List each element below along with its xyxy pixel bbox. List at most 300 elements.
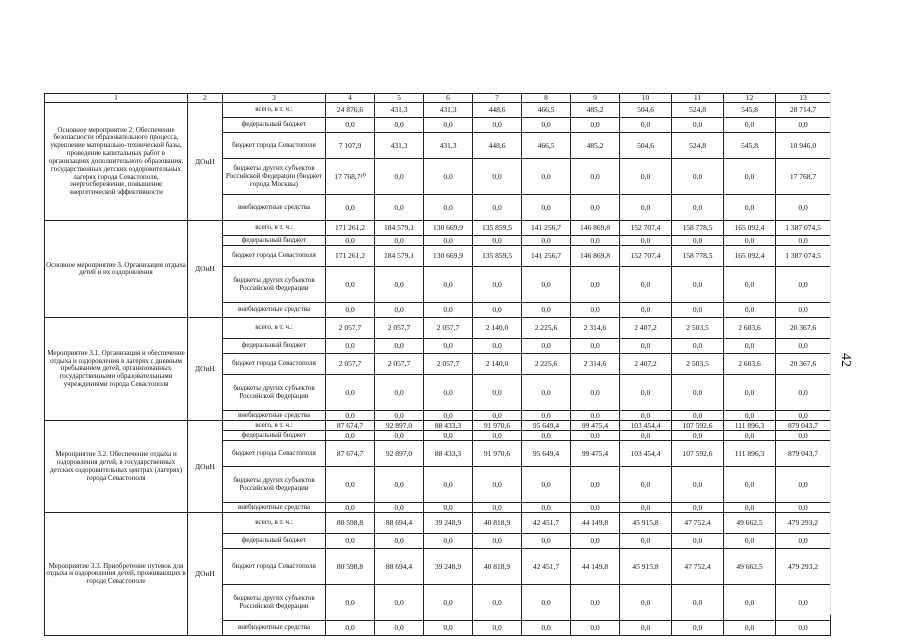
value-cell: 0,0 <box>522 159 571 195</box>
value-cell: 0,0 <box>776 431 831 441</box>
value-cell: 0,0 <box>424 118 473 133</box>
value-cell: 0,0 <box>473 195 522 221</box>
value-cell: 87 674,7 <box>326 421 375 431</box>
value-cell: 0,0 <box>724 339 776 354</box>
value-cell: 49 662,5 <box>724 549 776 585</box>
value-cell: 0,0 <box>522 534 571 549</box>
value-cell: 107 592,6 <box>672 421 724 431</box>
value-cell: 0,0 <box>672 411 724 421</box>
value-cell: 146 869,8 <box>571 221 620 236</box>
value-cell: 0,0 <box>620 467 672 503</box>
value-cell: 0,0 <box>672 195 724 221</box>
funding-source: федеральный бюджет <box>223 431 326 441</box>
value-cell: 158 778,5 <box>672 221 724 236</box>
value-cell: 0,0 <box>326 195 375 221</box>
funding-source: бюджеты других субъектов Российской Федерации <box>223 375 326 411</box>
value-cell: 0,0 <box>571 159 620 195</box>
value-cell: 0,0 <box>424 339 473 354</box>
value-cell: 0,0 <box>424 585 473 621</box>
value-cell: 2 057,7 <box>375 354 424 375</box>
value-cell: 20 367,6 <box>776 354 831 375</box>
table-row <box>45 513 831 534</box>
value-cell: 0,0 <box>473 267 522 303</box>
table-row <box>45 221 831 236</box>
value-cell: 431,3 <box>424 103 473 118</box>
value-cell: 466,5 <box>522 133 571 159</box>
value-cell: 485,2 <box>571 103 620 118</box>
value-cell: 2 140,0 <box>473 354 522 375</box>
funding-source: бюджеты других субъектов Российской Федерации <box>223 267 326 303</box>
funding-source: бюджет города Севастополя <box>223 441 326 467</box>
value-cell: 0,0 <box>672 621 724 636</box>
value-cell: 0,0 <box>522 195 571 221</box>
value-cell: 88 694,4 <box>375 549 424 585</box>
value-cell: 95 649,4 <box>522 441 571 467</box>
value-cell: 0,0 <box>571 303 620 318</box>
value-cell: 44 149,8 <box>571 549 620 585</box>
value-cell: 0,0 <box>424 375 473 411</box>
value-cell: 2 603,6 <box>724 318 776 339</box>
value-cell: 45 915,8 <box>620 549 672 585</box>
value-cell: 0,0 <box>424 503 473 513</box>
value-cell: 0,0 <box>724 467 776 503</box>
value-cell: 0,0 <box>776 534 831 549</box>
value-cell: 0,0 <box>326 267 375 303</box>
header-row <box>45 94 831 103</box>
value-cell: 2 057,7 <box>424 354 473 375</box>
funding-source: внебюджетные средства <box>223 503 326 513</box>
value-cell: 0,0 <box>672 303 724 318</box>
value-cell: 0,0 <box>473 585 522 621</box>
value-cell: 0,0 <box>724 585 776 621</box>
value-cell: 146 869,8 <box>571 246 620 267</box>
value-cell: 10 946,0 <box>776 133 831 159</box>
value-cell: 2 057,7 <box>375 318 424 339</box>
measure-description: Мероприятие 3.2. Обеспечение отдыха и оздоровления детей, в государственных детских оздоровительных центрах (лагерях) города Севастополя <box>45 421 188 513</box>
value-cell: 0,0 <box>424 267 473 303</box>
value-cell: 2 140,0 <box>473 318 522 339</box>
value-cell: 20 367,6 <box>776 318 831 339</box>
value-cell: 0,0 <box>424 621 473 636</box>
value-cell: 0,0 <box>776 585 831 621</box>
value-cell: 0,0 <box>375 534 424 549</box>
value-cell: 88 433,3 <box>424 421 473 431</box>
value-cell: 466,5 <box>522 103 571 118</box>
value-cell: 0,0 <box>522 236 571 246</box>
value-cell: 0,0 <box>724 503 776 513</box>
value-cell: 92 897,0 <box>375 421 424 431</box>
value-cell: 0,0 <box>724 375 776 411</box>
value-cell: 2 314,6 <box>571 318 620 339</box>
value-cell: 0,0 <box>326 236 375 246</box>
value-cell: 0,0 <box>620 621 672 636</box>
value-cell: 88 433,3 <box>424 441 473 467</box>
value-cell: 17 768,7 <box>776 159 831 195</box>
value-cell: 141 256,7 <box>522 246 571 267</box>
value-cell: 0,0 <box>776 503 831 513</box>
value-cell: 0,0 <box>724 195 776 221</box>
value-cell: 17 768,7¹⁰ <box>326 159 375 195</box>
funding-source: бюджеты других субъектов Российской Федерации (бюджет города Москвы) <box>223 159 326 195</box>
value-cell: 107 592,6 <box>672 441 724 467</box>
value-cell: 431,3 <box>375 133 424 159</box>
value-cell: 2 407,2 <box>620 318 672 339</box>
value-cell: 0,0 <box>375 267 424 303</box>
funding-source: бюджеты других субъектов Российской Федерации <box>223 585 326 621</box>
executor-cell: ДОиН <box>188 421 223 513</box>
column-header-2: 2 <box>188 94 223 103</box>
value-cell: 2 503,5 <box>672 354 724 375</box>
value-cell: 0,0 <box>571 267 620 303</box>
value-cell: 0,0 <box>672 236 724 246</box>
funding-source: всего, в т. ч.: <box>223 103 326 118</box>
value-cell: 95 649,4 <box>522 421 571 431</box>
executor-cell: ДОиН <box>188 318 223 421</box>
value-cell: 0,0 <box>571 431 620 441</box>
value-cell: 0,0 <box>724 267 776 303</box>
column-header-4: 4 <box>326 94 375 103</box>
value-cell: 0,0 <box>620 411 672 421</box>
value-cell: 0,0 <box>326 621 375 636</box>
value-cell: 0,0 <box>522 339 571 354</box>
value-cell: 0,0 <box>776 375 831 411</box>
value-cell: 24 876,6 <box>326 103 375 118</box>
value-cell: 448,6 <box>473 103 522 118</box>
value-cell: 165 092,4 <box>724 221 776 236</box>
value-cell: 0,0 <box>375 375 424 411</box>
value-cell: 0,0 <box>375 503 424 513</box>
value-cell: 130 669,9 <box>424 221 473 236</box>
value-cell: 0,0 <box>375 585 424 621</box>
value-cell: 87 674,7 <box>326 441 375 467</box>
value-cell: 0,0 <box>620 118 672 133</box>
value-cell: 0,0 <box>776 303 831 318</box>
value-cell: 0,0 <box>424 159 473 195</box>
value-cell: 0,0 <box>571 621 620 636</box>
value-cell: 0,0 <box>473 534 522 549</box>
measure-description: Мероприятие 3.3. Приобретение путевок для отдыха и оздоровления детей, проживающих в городе Севастополе <box>45 513 188 636</box>
value-cell: 47 752,4 <box>672 549 724 585</box>
value-cell: 40 818,9 <box>473 513 522 534</box>
value-cell: 0,0 <box>724 411 776 421</box>
value-cell: 0,0 <box>620 236 672 246</box>
value-cell: 0,0 <box>375 621 424 636</box>
executor-cell: ДОиН <box>188 513 223 636</box>
value-cell: 44 149,8 <box>571 513 620 534</box>
value-cell: 0,0 <box>776 339 831 354</box>
value-cell: 135 859,5 <box>473 221 522 236</box>
column-header-1: 1 <box>45 94 188 103</box>
value-cell: 0,0 <box>326 534 375 549</box>
value-cell: 0,0 <box>776 195 831 221</box>
value-cell: 171 261,2 <box>326 246 375 267</box>
value-cell: 0,0 <box>375 303 424 318</box>
page-number: 42 <box>838 353 853 367</box>
value-cell: 0,0 <box>424 236 473 246</box>
value-cell: 0,0 <box>473 159 522 195</box>
value-cell: 0,0 <box>620 503 672 513</box>
value-cell: 0,0 <box>473 118 522 133</box>
value-cell: 0,0 <box>424 195 473 221</box>
value-cell: 0,0 <box>424 534 473 549</box>
value-cell: 2 057,7 <box>326 318 375 339</box>
value-cell: 0,0 <box>724 621 776 636</box>
value-cell: 171 261,2 <box>326 221 375 236</box>
value-cell: 2 407,2 <box>620 354 672 375</box>
value-cell: 0,0 <box>473 303 522 318</box>
value-cell: 0,0 <box>672 118 724 133</box>
value-cell: 0,0 <box>326 339 375 354</box>
scan-edge <box>830 90 831 615</box>
funding-source: внебюджетные средства <box>223 621 326 636</box>
value-cell: 0,0 <box>620 431 672 441</box>
column-header-6: 6 <box>424 94 473 103</box>
value-cell: 448,6 <box>473 133 522 159</box>
value-cell: 879 043,7 <box>776 421 831 431</box>
value-cell: 39 248,9 <box>424 513 473 534</box>
value-cell: 524,8 <box>672 133 724 159</box>
value-cell: 431,3 <box>424 133 473 159</box>
value-cell: 0,0 <box>571 585 620 621</box>
value-cell: 99 475,4 <box>571 421 620 431</box>
value-cell: 2 057,7 <box>326 354 375 375</box>
value-cell: 0,0 <box>522 118 571 133</box>
value-cell: 91 970,6 <box>473 441 522 467</box>
value-cell: 0,0 <box>424 467 473 503</box>
funding-source: федеральный бюджет <box>223 236 326 246</box>
value-cell: 7 107,9 <box>326 133 375 159</box>
funding-source: бюджет города Севастополя <box>223 246 326 267</box>
funding-source: всего, в т. ч.: <box>223 318 326 339</box>
funding-source: бюджет города Севастополя <box>223 133 326 159</box>
value-cell: 141 256,7 <box>522 221 571 236</box>
value-cell: 0,0 <box>522 585 571 621</box>
value-cell: 0,0 <box>724 431 776 441</box>
value-cell: 49 662,5 <box>724 513 776 534</box>
value-cell: 0,0 <box>776 118 831 133</box>
value-cell: 0,0 <box>672 585 724 621</box>
value-cell: 0,0 <box>672 159 724 195</box>
table-row <box>45 318 831 339</box>
value-cell: 135 859,5 <box>473 246 522 267</box>
value-cell: 0,0 <box>776 621 831 636</box>
value-cell: 479 293,2 <box>776 549 831 585</box>
value-cell: 184 579,1 <box>375 221 424 236</box>
value-cell: 0,0 <box>776 236 831 246</box>
value-cell: 0,0 <box>375 467 424 503</box>
value-cell: 0,0 <box>620 534 672 549</box>
value-cell: 0,0 <box>620 195 672 221</box>
value-cell: 28 714,7 <box>776 103 831 118</box>
funding-source: бюджеты других субъектов Российской Федерации <box>223 467 326 503</box>
value-cell: 0,0 <box>326 431 375 441</box>
value-cell: 158 778,5 <box>672 246 724 267</box>
value-cell: 0,0 <box>473 621 522 636</box>
funding-source: федеральный бюджет <box>223 118 326 133</box>
value-cell: 88 694,4 <box>375 513 424 534</box>
value-cell: 99 475,4 <box>571 441 620 467</box>
value-cell: 0,0 <box>424 303 473 318</box>
value-cell: 0,0 <box>571 411 620 421</box>
value-cell: 1 387 074,5 <box>776 246 831 267</box>
value-cell: 111 896,3 <box>724 441 776 467</box>
value-cell: 165 092,4 <box>724 246 776 267</box>
table-row <box>45 421 831 431</box>
value-cell: 0,0 <box>672 431 724 441</box>
value-cell: 0,0 <box>326 303 375 318</box>
column-header-3: 3 <box>223 94 326 103</box>
executor-cell: ДОиН <box>188 103 223 221</box>
column-header-11: 11 <box>672 94 724 103</box>
value-cell: 152 707,4 <box>620 221 672 236</box>
value-cell: 0,0 <box>522 503 571 513</box>
value-cell: 40 818,9 <box>473 549 522 585</box>
measure-description: Мероприятие 3.1. Организация и обеспечение отдыха и оздоровления в лагерях с дневным пребыванием детей, организованных государственными образовательными учреждениями города Севастополя <box>45 318 188 421</box>
value-cell: 0,0 <box>571 118 620 133</box>
value-cell: 0,0 <box>571 503 620 513</box>
column-header-5: 5 <box>375 94 424 103</box>
column-header-10: 10 <box>620 94 672 103</box>
value-cell: 0,0 <box>672 534 724 549</box>
value-cell: 0,0 <box>620 375 672 411</box>
value-cell: 0,0 <box>724 118 776 133</box>
value-cell: 0,0 <box>473 411 522 421</box>
value-cell: 42 451,7 <box>522 513 571 534</box>
value-cell: 2 057,7 <box>424 318 473 339</box>
value-cell: 0,0 <box>571 195 620 221</box>
value-cell: 0,0 <box>522 267 571 303</box>
value-cell: 0,0 <box>326 118 375 133</box>
value-cell: 47 752,4 <box>672 513 724 534</box>
value-cell: 879 043,7 <box>776 441 831 467</box>
value-cell: 80 598,8 <box>326 549 375 585</box>
value-cell: 0,0 <box>375 195 424 221</box>
value-cell: 45 915,8 <box>620 513 672 534</box>
column-header-12: 12 <box>724 94 776 103</box>
value-cell: 0,0 <box>473 375 522 411</box>
value-cell: 0,0 <box>522 303 571 318</box>
value-cell: 92 897,0 <box>375 441 424 467</box>
value-cell: 0,0 <box>620 267 672 303</box>
value-cell: 2 603,6 <box>724 354 776 375</box>
value-cell: 0,0 <box>375 159 424 195</box>
executor-cell: ДОиН <box>188 221 223 318</box>
table-row <box>45 103 831 118</box>
value-cell: 0,0 <box>326 411 375 421</box>
funding-source: всего, в т. ч.: <box>223 221 326 236</box>
value-cell: 0,0 <box>522 431 571 441</box>
funding-source: внебюджетные средства <box>223 303 326 318</box>
value-cell: 0,0 <box>375 339 424 354</box>
value-cell: 152 707,4 <box>620 246 672 267</box>
value-cell: 0,0 <box>672 503 724 513</box>
funding-source: бюджет города Севастополя <box>223 354 326 375</box>
value-cell: 0,0 <box>571 534 620 549</box>
value-cell: 0,0 <box>571 467 620 503</box>
value-cell: 0,0 <box>522 467 571 503</box>
value-cell: 2 225,6 <box>522 354 571 375</box>
value-cell: 0,0 <box>620 159 672 195</box>
value-cell: 0,0 <box>375 118 424 133</box>
value-cell: 0,0 <box>473 339 522 354</box>
funding-source: внебюджетные средства <box>223 195 326 221</box>
value-cell: 184 579,1 <box>375 246 424 267</box>
value-cell: 0,0 <box>473 503 522 513</box>
column-header-9: 9 <box>571 94 620 103</box>
value-cell: 479 293,2 <box>776 513 831 534</box>
value-cell: 0,0 <box>326 375 375 411</box>
budget-table <box>44 93 831 636</box>
value-cell: 0,0 <box>776 467 831 503</box>
value-cell: 0,0 <box>473 431 522 441</box>
value-cell: 0,0 <box>620 585 672 621</box>
value-cell: 0,0 <box>776 267 831 303</box>
value-cell: 1 387 074,5 <box>776 221 831 236</box>
value-cell: 2 225,6 <box>522 318 571 339</box>
value-cell: 504,6 <box>620 103 672 118</box>
funding-source: всего, в т. ч.: <box>223 513 326 534</box>
value-cell: 91 970,6 <box>473 421 522 431</box>
measure-description: Основное мероприятие 2. Обеспечение безопасности образовательного процесса, укрепление материально-технической базы, проведение капитальных работ в организациях дополнительного образования, государственных детских оздоровительных лагерях города Севастополя, энергосбережение, повышение энергетической эффективности <box>45 103 188 221</box>
value-cell: 0,0 <box>571 339 620 354</box>
value-cell: 0,0 <box>672 467 724 503</box>
value-cell: 2 503,5 <box>672 318 724 339</box>
value-cell: 103 454,4 <box>620 441 672 467</box>
value-cell: 0,0 <box>672 375 724 411</box>
value-cell: 0,0 <box>375 236 424 246</box>
column-header-7: 7 <box>473 94 522 103</box>
value-cell: 0,0 <box>326 467 375 503</box>
value-cell: 431,3 <box>375 103 424 118</box>
value-cell: 0,0 <box>375 431 424 441</box>
value-cell: 0,0 <box>375 411 424 421</box>
funding-source: бюджет города Севастополя <box>223 549 326 585</box>
value-cell: 0,0 <box>620 303 672 318</box>
measure-description: Основное мероприятие 3. Организация отдыха детей и их оздоровления <box>45 221 188 318</box>
value-cell: 42 451,7 <box>522 549 571 585</box>
value-cell: 0,0 <box>724 534 776 549</box>
value-cell: 80 598,8 <box>326 513 375 534</box>
value-cell: 0,0 <box>522 375 571 411</box>
funding-source: федеральный бюджет <box>223 534 326 549</box>
value-cell: 0,0 <box>724 159 776 195</box>
value-cell: 39 248,9 <box>424 549 473 585</box>
column-header-8: 8 <box>522 94 571 103</box>
value-cell: 0,0 <box>522 621 571 636</box>
value-cell: 103 454,4 <box>620 421 672 431</box>
column-header-13: 13 <box>776 94 831 103</box>
value-cell: 0,0 <box>473 467 522 503</box>
value-cell: 0,0 <box>672 267 724 303</box>
funding-source: всего, в т. ч.: <box>223 421 326 431</box>
value-cell: 545,8 <box>724 133 776 159</box>
value-cell: 130 669,9 <box>424 246 473 267</box>
value-cell: 0,0 <box>326 503 375 513</box>
value-cell: 0,0 <box>776 411 831 421</box>
value-cell: 0,0 <box>724 303 776 318</box>
value-cell: 0,0 <box>424 411 473 421</box>
value-cell: 0,0 <box>424 431 473 441</box>
value-cell: 0,0 <box>672 339 724 354</box>
value-cell: 485,2 <box>571 133 620 159</box>
value-cell: 545,8 <box>724 103 776 118</box>
funding-source: внебюджетные средства <box>223 411 326 421</box>
value-cell: 0,0 <box>571 375 620 411</box>
value-cell: 2 314,6 <box>571 354 620 375</box>
value-cell: 0,0 <box>620 339 672 354</box>
value-cell: 0,0 <box>724 236 776 246</box>
value-cell: 0,0 <box>571 236 620 246</box>
